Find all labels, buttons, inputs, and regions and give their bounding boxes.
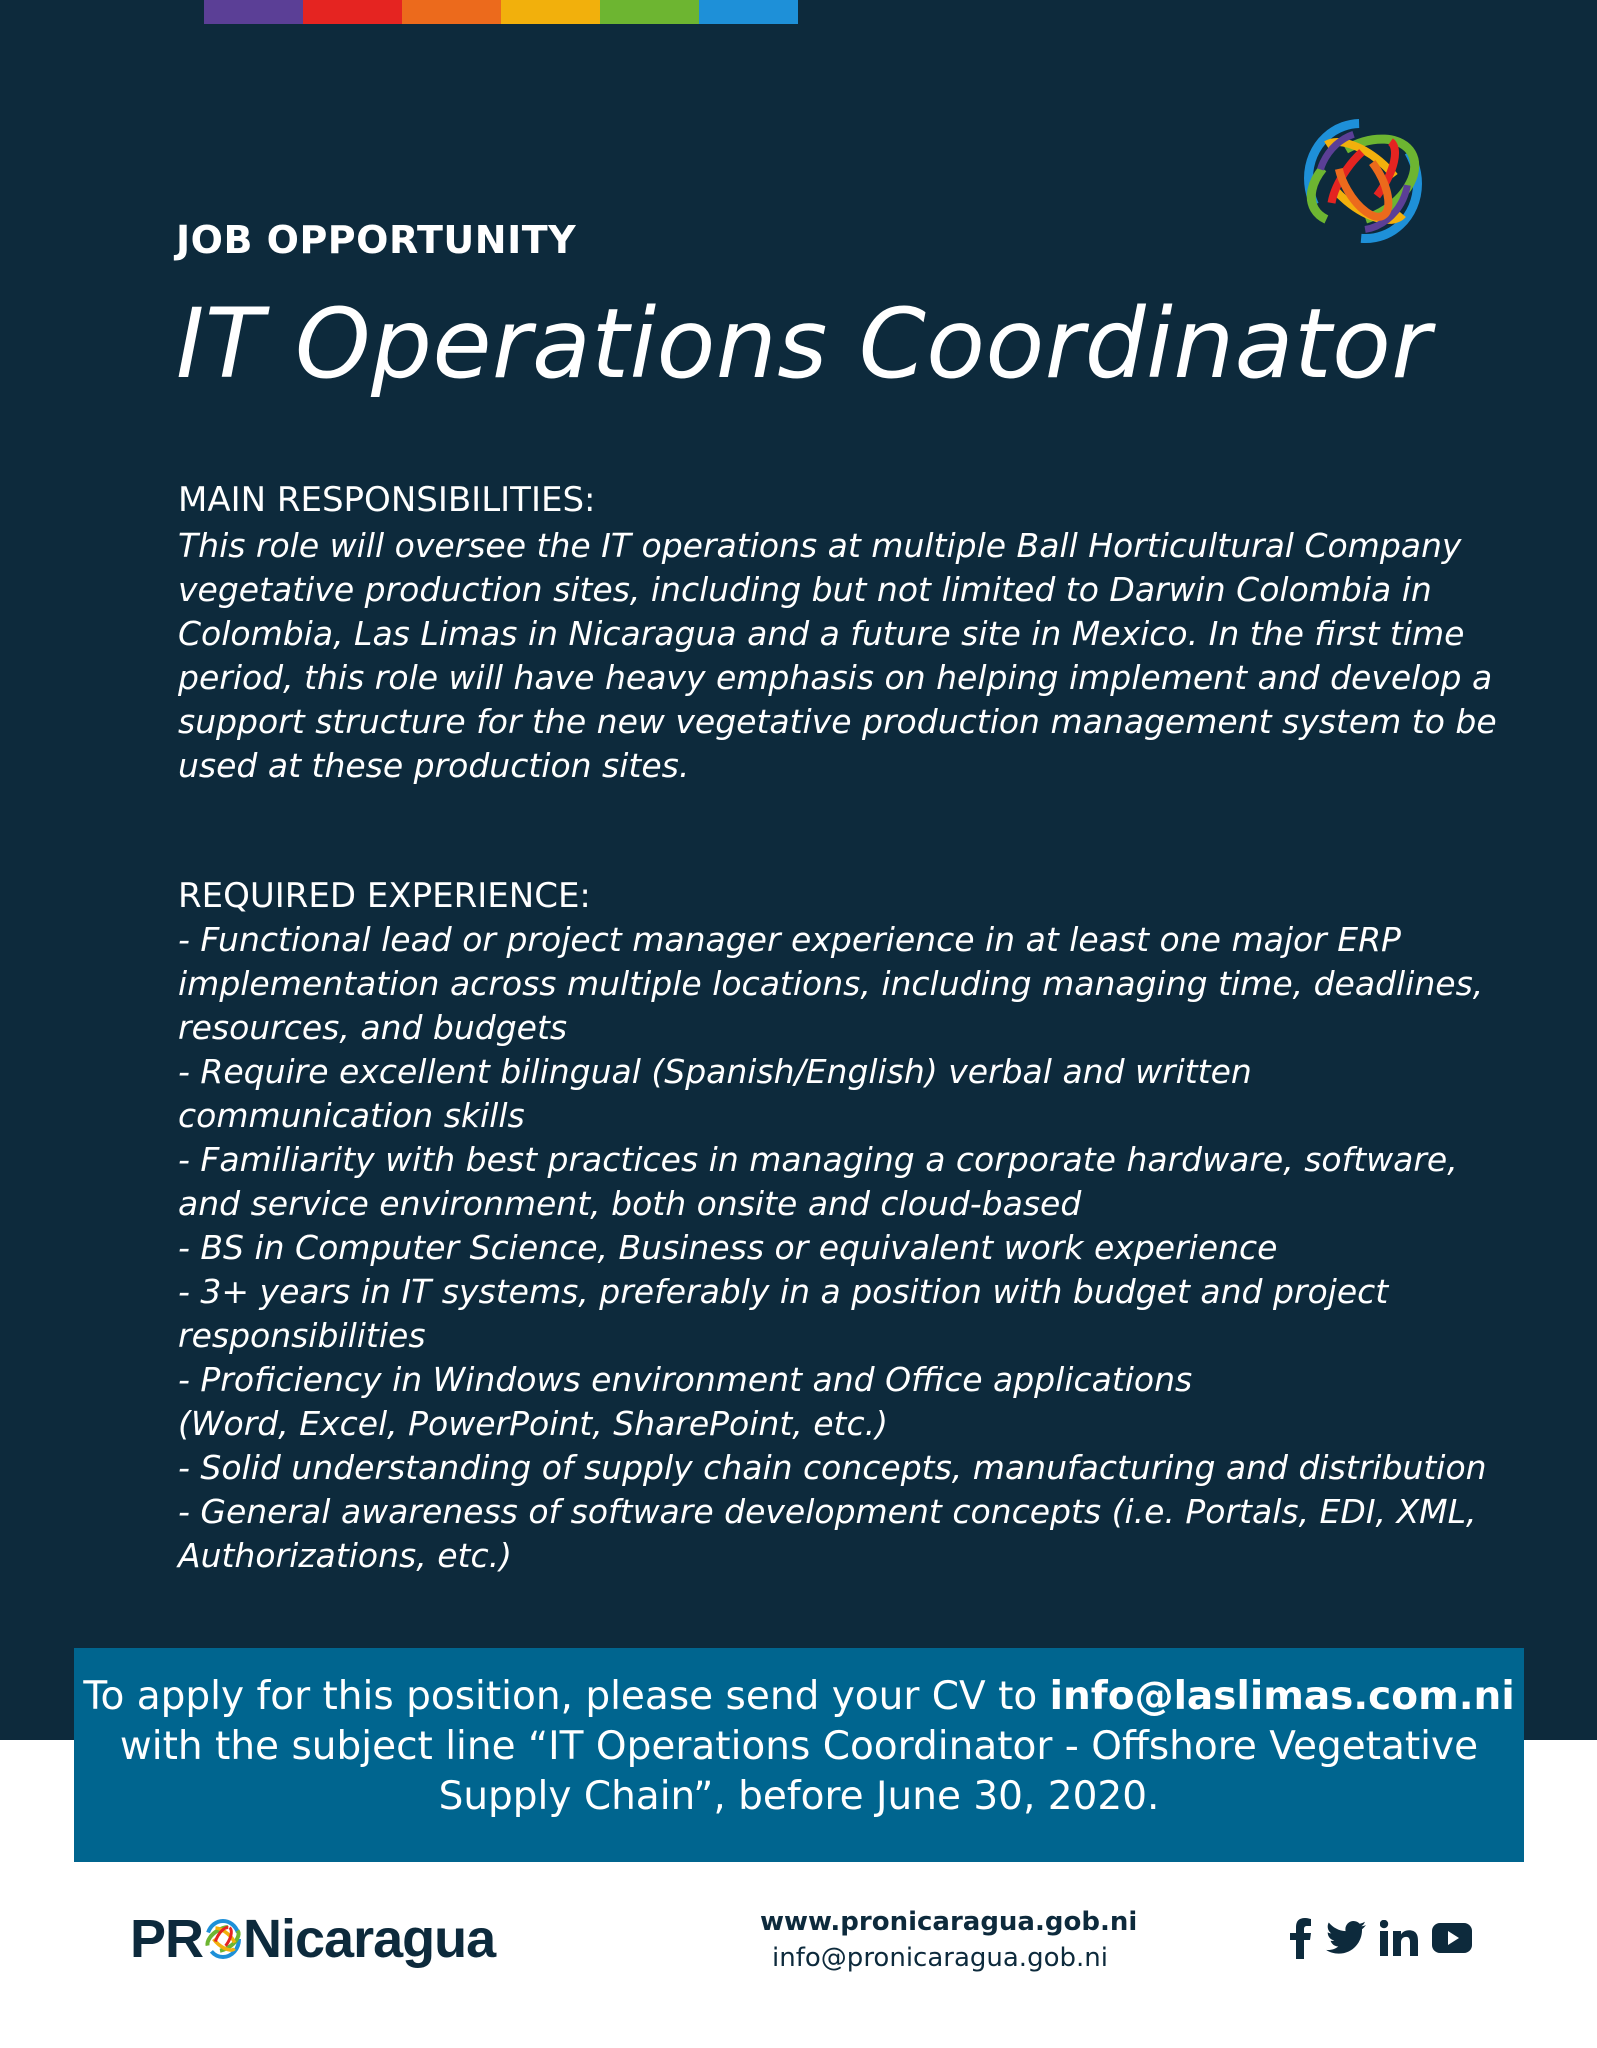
pronicaragua-logo bbox=[130, 1908, 495, 1970]
experience-heading: REQUIRED EXPERIENCE: bbox=[178, 876, 591, 916]
logo-text-left: PR bbox=[130, 1909, 204, 1969]
experience-line: communication skills bbox=[178, 1096, 525, 1135]
experience-line: Authorizations, etc.) bbox=[178, 1536, 512, 1575]
responsibilities-line: vegetative production sites, including but not limited to Darwin Colombia in bbox=[178, 570, 1432, 609]
facebook-icon[interactable] bbox=[1290, 1916, 1312, 1960]
experience-line: implementation across multiple locations, including managing time, deadlines, bbox=[178, 964, 1484, 1003]
experience-list bbox=[178, 918, 1487, 1578]
social-icons bbox=[1290, 1916, 1472, 1960]
responsibilities-line: support structure for the new vegetative production management system to be bbox=[178, 702, 1497, 741]
experience-line: - BS in Computer Science, Business or equivalent work experience bbox=[178, 1228, 1278, 1267]
job-opportunity-label: JOB OPPORTUNITY bbox=[176, 218, 577, 262]
footer-email-link[interactable]: info@pronicaragua.gob.ni bbox=[772, 1943, 1108, 1973]
experience-line: responsibilities bbox=[178, 1316, 426, 1355]
twitter-icon[interactable] bbox=[1326, 1916, 1366, 1960]
stripe-purple bbox=[204, 0, 303, 24]
stripe-green bbox=[600, 0, 699, 24]
experience-line: - Require excellent bilingual (Spanish/English) verbal and written bbox=[178, 1052, 1252, 1091]
stripe-red bbox=[303, 0, 402, 24]
experience-line: - Familiarity with best practices in managing a corporate hardware, software, bbox=[178, 1140, 1458, 1179]
globe-logo-icon bbox=[1300, 114, 1426, 248]
stripe-yellow bbox=[501, 0, 600, 24]
color-stripe bbox=[204, 0, 798, 24]
contact-info bbox=[760, 1904, 1138, 1976]
apply-line-2: with the subject line “IT Operations Coordinator - Offshore Vegetative bbox=[119, 1724, 1479, 1769]
experience-line: - Proficiency in Windows environment and Office applications bbox=[178, 1360, 1193, 1399]
logo-globe-icon bbox=[203, 1917, 243, 1961]
responsibilities-line: period, this role will have heavy emphasis on helping implement and develop a bbox=[178, 658, 1493, 697]
website-link[interactable]: www.pronicaragua.gob.ni bbox=[760, 1907, 1138, 1937]
experience-line: - 3+ years in IT systems, preferably in a position with budget and project bbox=[178, 1272, 1389, 1311]
youtube-icon[interactable] bbox=[1432, 1916, 1472, 1960]
job-title: IT Operations Coordinator bbox=[176, 288, 1432, 400]
apply-line-1 bbox=[74, 1672, 1524, 1722]
responsibilities-line: Colombia, Las Limas in Nicaragua and a future site in Mexico. In the first time bbox=[178, 614, 1465, 653]
apply-email-link[interactable]: info@laslimas.com.ni bbox=[1049, 1674, 1515, 1719]
experience-line: - General awareness of software development concepts (i.e. Portals, EDI, XML, bbox=[178, 1492, 1477, 1531]
experience-line: and service environment, both onsite and cloud-based bbox=[178, 1184, 1082, 1223]
logo-text-right: Nicaragua bbox=[243, 1909, 496, 1969]
stripe-blue bbox=[699, 0, 798, 24]
apply-prefix: To apply for this position, please send your CV to bbox=[83, 1674, 1050, 1719]
apply-instructions-box bbox=[74, 1648, 1524, 1862]
experience-line: (Word, Excel, PowerPoint, SharePoint, etc.) bbox=[178, 1404, 888, 1443]
apply-line-3: Supply Chain”, before June 30, 2020. bbox=[438, 1774, 1160, 1819]
responsibilities-line: used at these production sites. bbox=[178, 746, 690, 785]
experience-line: resources, and budgets bbox=[178, 1008, 568, 1047]
experience-line: - Functional lead or project manager experience in at least one major ERP bbox=[178, 920, 1401, 959]
stripe-orange bbox=[402, 0, 501, 24]
responsibilities-text bbox=[178, 524, 1497, 788]
responsibilities-heading: MAIN RESPONSIBILITIES: bbox=[178, 480, 596, 520]
experience-line: - Solid understanding of supply chain concepts, manufacturing and distribution bbox=[178, 1448, 1487, 1487]
responsibilities-line: This role will oversee the IT operations at multiple Ball Horticultural Company bbox=[178, 526, 1462, 565]
linkedin-icon[interactable] bbox=[1380, 1916, 1418, 1960]
